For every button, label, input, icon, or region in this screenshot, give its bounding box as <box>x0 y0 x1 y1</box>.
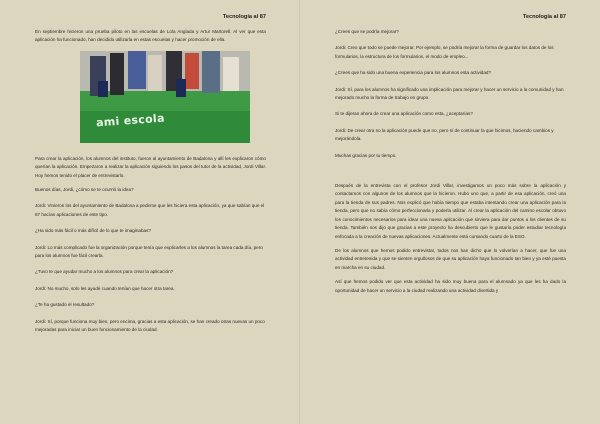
paragraph-1: Para crear la aplicación, los alumnos del instituto, fueron al ayuntamiento de Badalona y allí les explicaron cómo querían la aplicación. Empezaron a realizar la aplicación siguiendo los pasos del tutor de la actividad, Jordi Villar. Hoy hemos tenido el placer de entrevistarlo. <box>35 155 266 178</box>
answer-6: Jordi: Sí, para los alumnos ha significado una implicación para mejorar y hacer un servicio a la comunidad y han mejorado mucho la forma de trabajo en grupo. <box>335 86 564 101</box>
paragraph-4: Así que hemos podido ver que esta actividad ha sido muy buena para el alumnado ya que les ha dado la oportunidad de hacer un servicio a la ciudad realizando una actividad divertida y <box>335 279 566 293</box>
question-5: ¿Crees que se podría mejorar? <box>335 29 399 34</box>
answer-1: Jordi: Vinieron los del ayuntamiento de Badalona a pedirme que les hiciera esta aplicación, ya que sabían que el 87 hacían aplicaciones de este tipo. <box>35 203 265 217</box>
question-3: ¿Tuvo te que ayudar mucho a los alumnos para crear la aplicación? <box>35 269 174 275</box>
answer-2: Jordi: Lo más complicado fue la organización porque tenía que explicarles a los alumnos la tarea cada día, pero para los alumnos fue fácil crearla. <box>35 244 263 259</box>
answer-5: Jordi: Creo que todo se puede mejorar. Por ejemplo, se podría mejorar la forma de guardar los datos de los formularios, la estructura de los formularios, el modo de empleo... <box>335 45 554 59</box>
question-4: ¿Te ha gustado el resultado? <box>35 302 95 308</box>
question-7: Si te dijeran ahora de crear una aplicación como esta, ¿aceptarías? <box>335 111 473 117</box>
students-photo <box>80 51 250 143</box>
answer-4: Jordi: Sí, porque funciona muy bien, pero encima, gracias a esta aplicación, se han creado otras nuevas un poco mejoradas para iniciar un buen funcionamiento de la ciudad. <box>35 318 265 333</box>
intro-paragraph: En septiembre hicieron una prueba piloto en las escuelas de Lola Anglada y Artur Martorell. Al ver que esta aplicación ha funcionado, han decidido utilizarla en estas escuelas y hacer promoción de ella. <box>35 29 266 43</box>
question-6: ¿Crees que ha sido una buena experiencia para los alumnos esta actividad? <box>335 70 492 76</box>
question-1: Buenos días, Jordi, ¿cómo se te ocurrió la idea? <box>35 187 134 193</box>
question-2: ¿Ha sido más fácil o más difícil de lo que te imaginabas? <box>35 228 151 234</box>
photo-caption: ami escola <box>95 111 166 130</box>
page-header: Tecnología al 87 <box>222 14 266 20</box>
photo-image <box>80 51 250 143</box>
answer-7: Jordi: De crear otra no la aplicación puede que no, pero sí de continuar la que hicimos, haciendo cambios y mejorándola. <box>335 127 554 142</box>
paragraph-3: De los alumnos que hemos podido entrevistar, todos nos han dicho que lo volverían a hacer, que fue una actividad entretenida y que se sienten orgullosos de que su aplicación haya funcionado tan bien y ya esté puesta en marcha en su ciudad. <box>335 247 566 270</box>
right-page <box>300 0 600 424</box>
answer-3: Jordi: No mucho, solo les ayudé cuando tenían que hacer otra tarea. <box>35 285 175 291</box>
page-header: Tecnología al 87 <box>522 14 566 20</box>
thanks-line: Muchas gracias por tu tiempo. <box>335 152 397 158</box>
paragraph-2: Después de la entrevista con el profesor Jordi Villar, investigamos un poco más sobre la aplicación y contactamos con algunos de los alumnos que la hicieron. Hubo uno que, a partir de esa aplicación, creó una para la tienda de sus padres. Nos explicó que había tiempo que estaba intentando crear una aplicación para la tienda, pero que no sabía cómo perfeccionarla y poderla utilizar. Al crear la aplicación del camino escolar obtuvo los conocimientos necesarios para idear una nueva aplicación que sirviera para dar puntos a los clientes de su tienda. También nos dijo que gracias a este proyecto ha descubierto que le gustaría poder estudiar tecnología enfocada a la creación de nuevas aplicaciones. Actualmente está cursando cuarto de la ESO. <box>335 183 566 239</box>
